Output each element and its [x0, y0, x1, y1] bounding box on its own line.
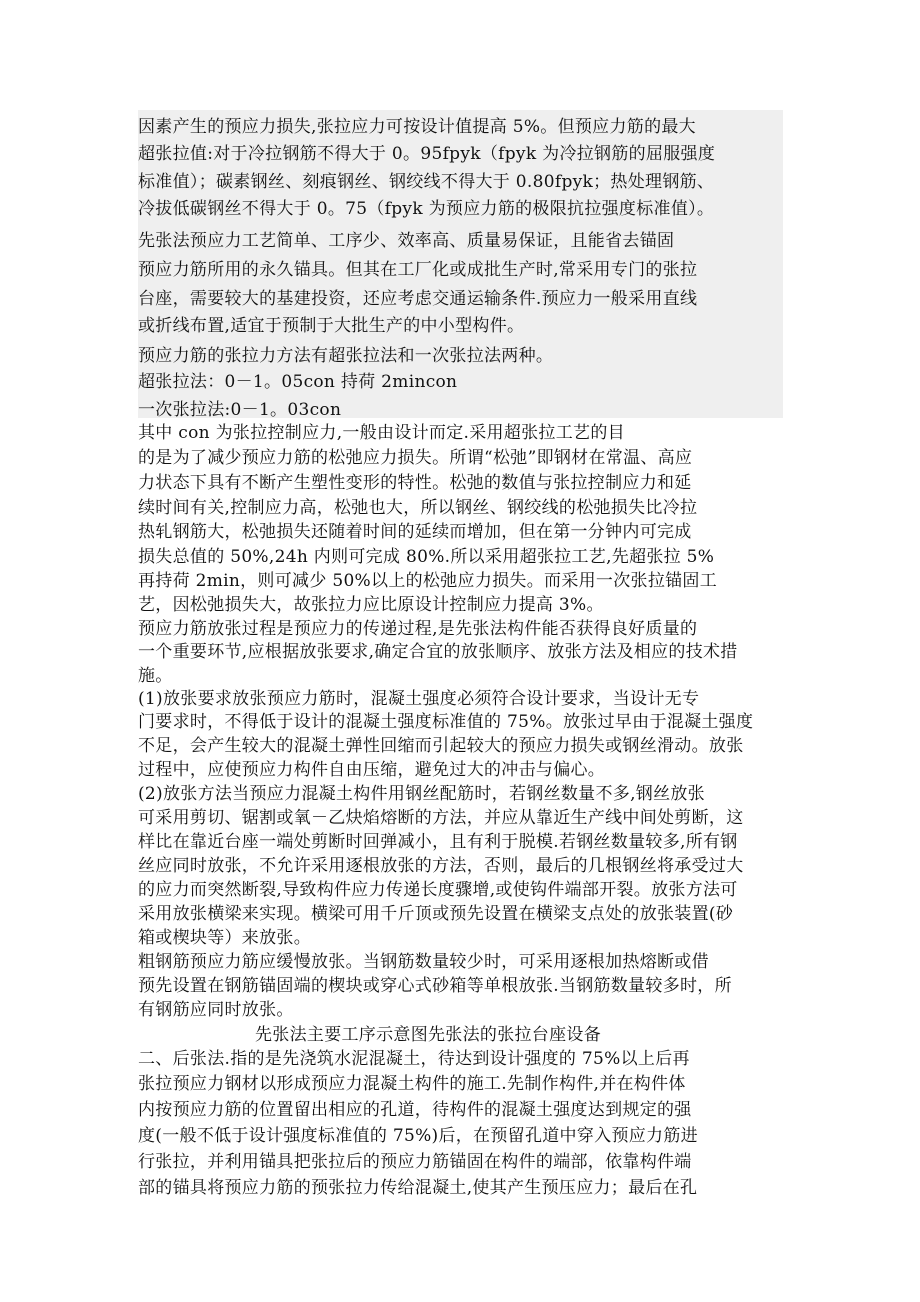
text-line: 样比在靠近台座一端处剪断时回弹减小，且有利于脱模.若钢丝数量较多,所有钢	[138, 832, 738, 852]
text-line: 一次张拉法:0－1。03con	[138, 400, 342, 420]
text-line: (1)放张要求放张预应力筋时，混凝土强度必须符合设计要求，当设计无专	[138, 689, 700, 709]
text-line: 冷拔低碳钢丝不得大于 0。75（fpyk 为预应力筋的极限抗拉强度标准值）。	[138, 199, 715, 219]
text-line: 其中 con 为张拉控制应力,一般由设计而定.采用超张拉工艺的目	[138, 423, 625, 443]
text-line: 超张拉法：0－1。05con 持荷 2mincon	[138, 372, 458, 392]
text-line: 丝应同时放张，不允许采用逐根放张的方法，否则，最后的几根钢丝将承受过大	[138, 856, 744, 876]
text-line: 或折线布置,适宜于预制于大批生产的中小型构件。	[138, 316, 525, 336]
text-line: 门要求时，不得低于设计的混凝土强度标准值的 75%。放张过早由于混凝土强度	[138, 712, 754, 732]
text-line: 有钢筋应同时放张。	[138, 1000, 294, 1020]
text-line: 一个重要环节,应根据放张要求,确定合宜的放张顺序、放张方法及相应的技术措	[138, 642, 738, 662]
text-line: 度(一般不低于设计强度标准值的 75%)后，在预留孔道中穿入预应力筋进	[138, 1126, 698, 1146]
text-line: 预应力筋放张过程是预应力的传递过程,是先张法构件能否获得良好质量的	[138, 619, 698, 639]
text-line: 损失总值的 50%,24h 内则可完成 80%.所以采用超张拉工艺,先超张拉 5%	[138, 547, 715, 567]
text-line: 先张法预应力工艺简单、工序少、效率高、质量易保证，且能省去锚固	[138, 231, 675, 251]
text-line: 预先设置在钢筋锚固端的楔块或穿心式砂箱等单根放张.当钢筋数量较多时，所	[138, 976, 732, 996]
text-line: 预应力筋所用的永久锚具。但其在工厂化或成批生产时,常采用专门的张拉	[138, 260, 698, 280]
text-line: 张拉预应力钢材以形成预应力混凝土构件的施工.先制作构件,并在构件体	[138, 1074, 686, 1094]
text-line: 的是为了减少预应力筋的松弛应力损失。所谓“松弛”即钢材在常温、高应	[138, 448, 693, 468]
text-line: 续时间有关,控制应力高，松弛也大，所以钢丝、钢绞线的松弛损失比冷拉	[138, 498, 698, 518]
text-line: 过程中，应使预应力构件自由压缩，避免过大的冲击与偏心。	[138, 760, 606, 780]
text-line: 因素产生的预应力损失,张拉应力可按设计值提高 5%。但预应力筋的最大	[138, 117, 696, 137]
text-line: 采用放张横梁来实现。横梁可用千斤顶或预先设置在横梁支点处的放张装置(砂	[138, 904, 734, 924]
text-line: 不足，会产生较大的混凝土弹性回缩而引起较大的预应力损失或钢丝滑动。放张	[138, 736, 744, 756]
text-line: 行张拉，并利用锚具把张拉后的预应力筋锚固在构件的端部，依靠构件端	[138, 1152, 692, 1172]
text-line: 施。	[138, 666, 173, 686]
text-line: 粗钢筋预应力筋应缓慢放张。当钢筋数量较少时，可采用逐根加热熔断或借	[138, 952, 709, 972]
text-line: 可采用剪切、锯割或氧－乙炔焰熔断的方法，并应从靠近生产线中间处剪断，这	[138, 808, 744, 828]
text-line: 力状态下具有不断产生塑性变形的特性。松弛的数值与张拉控制应力和延	[138, 473, 692, 493]
text-line: 预应力筋的张拉力方法有超张拉法和一次张拉法两种。	[138, 346, 554, 366]
text-line: 艺，因松弛损失大，故张拉力应比原设计控制应力提高 3%。	[138, 595, 604, 615]
text-line: 二、后张法.指的是先浇筑水泥混凝土，待达到设计强度的 75%以上后再	[138, 1049, 690, 1069]
text-line: 超张拉值:对于冷拉钢筋不得大于 0。95fpyk（fpyk 为冷拉钢筋的屈服强度	[138, 144, 716, 164]
text-line: 箱或楔块等）来放张。	[138, 928, 311, 948]
text-line: 热轧钢筋大，松弛损失还随着时间的延续而增加，但在第一分钟内可完成	[138, 522, 692, 542]
text-line: 内按预应力筋的位置留出相应的孔道，待构件的混凝土强度达到规定的强	[138, 1100, 692, 1120]
text-line: (2)放张方法当预应力混凝土构件用钢丝配筋时，若钢丝数量不多,钢丝放张	[138, 784, 705, 804]
text-line: 再持荷 2min，则可减少 50%以上的松弛应力损失。而采用一次张拉锚固工	[138, 571, 718, 591]
text-line: 先张法主要工序示意图先张法的张拉台座设备	[255, 1025, 601, 1045]
text-line: 的应力而突然断裂,导致构件应力传递长度骤增,或使钩件端部开裂。放张方法可	[138, 880, 738, 900]
text-line: 部的锚具将预应力筋的预张拉力传给混凝土,使其产生预压应力；最后在孔	[138, 1178, 698, 1198]
text-line: 台座，需要较大的基建投资，还应考虑交通运输条件.预应力一般采用直线	[138, 289, 698, 309]
text-line: 标准值）；碳素钢丝、刻痕钢丝、钢绞线不得大于 0.80fpyk；热处理钢筋、	[138, 172, 715, 192]
